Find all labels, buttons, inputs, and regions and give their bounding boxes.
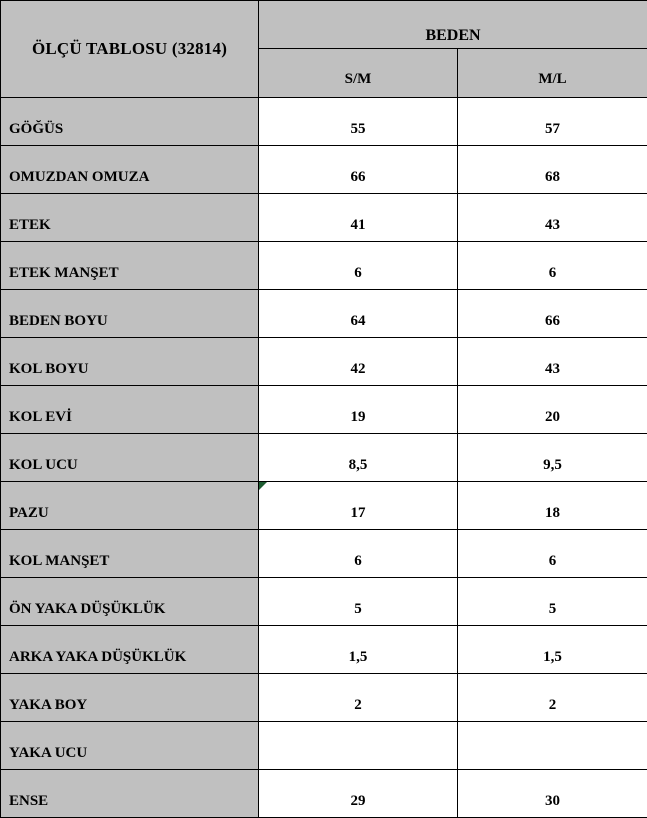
table-row	[1, 674, 647, 722]
row-label-cell: ÖN YAKA DÜŞÜKLÜK	[1, 578, 259, 626]
value-cell-ml: 66	[458, 290, 647, 338]
value-cell-ml: 6	[458, 242, 647, 290]
table-row	[1, 194, 647, 242]
table-row	[1, 530, 647, 578]
table-row	[1, 146, 647, 194]
header-row-beden	[1, 1, 647, 49]
row-label-cell: ETEK MANŞET	[1, 242, 259, 290]
row-label-cell: ARKA YAKA DÜŞÜKLÜK	[1, 626, 259, 674]
value-cell-sm: 8,5	[259, 434, 458, 482]
value-cell-sm: 1,5	[259, 626, 458, 674]
beden-header: BEDEN	[259, 1, 647, 49]
table-row	[1, 578, 647, 626]
value-cell-sm: 5	[259, 578, 458, 626]
value-cell-sm-with-corner-marker-icon: 17	[259, 482, 458, 530]
value-cell-sm: 2	[259, 674, 458, 722]
table-row	[1, 626, 647, 674]
value-cell-ml: 9,5	[458, 434, 647, 482]
table-row	[1, 98, 647, 146]
value-cell-sm: 66	[259, 146, 458, 194]
row-label-cell: YAKA UCU	[1, 722, 259, 770]
row-label-cell: KOL EVİ	[1, 386, 259, 434]
table-row	[1, 386, 647, 434]
table-row	[1, 338, 647, 386]
table-row	[1, 290, 647, 338]
value-cell-sm	[259, 722, 458, 770]
value-cell-ml: 57	[458, 98, 647, 146]
value-cell-sm: 6	[259, 530, 458, 578]
value-cell-ml: 43	[458, 338, 647, 386]
value-cell-sm: 42	[259, 338, 458, 386]
table-title: ÖLÇÜ TABLOSU (32814)	[1, 1, 259, 98]
value-cell-ml: 68	[458, 146, 647, 194]
value-cell-sm: 55	[259, 98, 458, 146]
value-cell-ml: 30	[458, 770, 647, 818]
column-header-sm: S/M	[259, 49, 458, 98]
row-label-cell: PAZU	[1, 482, 259, 530]
row-label-cell: ETEK	[1, 194, 259, 242]
value-cell-ml: 18	[458, 482, 647, 530]
row-label-cell: OMUZDAN OMUZA	[1, 146, 259, 194]
column-header-ml: M/L	[458, 49, 647, 98]
value-cell-ml: 1,5	[458, 626, 647, 674]
value-cell-ml: 20	[458, 386, 647, 434]
row-label-cell: GÖĞÜS	[1, 98, 259, 146]
row-label-cell: BEDEN BOYU	[1, 290, 259, 338]
value-cell-ml: 5	[458, 578, 647, 626]
value-cell-sm: 19	[259, 386, 458, 434]
value-cell-ml: 43	[458, 194, 647, 242]
row-label-cell: ENSE	[1, 770, 259, 818]
table-row	[1, 434, 647, 482]
row-label-cell: KOL BOYU	[1, 338, 259, 386]
row-label-cell: KOL MANŞET	[1, 530, 259, 578]
value-cell-sm: 41	[259, 194, 458, 242]
measurement-rows	[1, 1, 647, 818]
value-cell-ml: 6	[458, 530, 647, 578]
table-row	[1, 242, 647, 290]
value-cell-sm: 64	[259, 290, 458, 338]
value-cell-ml	[458, 722, 647, 770]
table-row	[1, 722, 647, 770]
row-label-cell: KOL UCU	[1, 434, 259, 482]
value-cell-ml: 2	[458, 674, 647, 722]
value-cell-sm: 6	[259, 242, 458, 290]
table-row	[1, 770, 647, 818]
value-cell-sm: 29	[259, 770, 458, 818]
table-row	[1, 482, 647, 530]
row-label-cell: YAKA BOY	[1, 674, 259, 722]
